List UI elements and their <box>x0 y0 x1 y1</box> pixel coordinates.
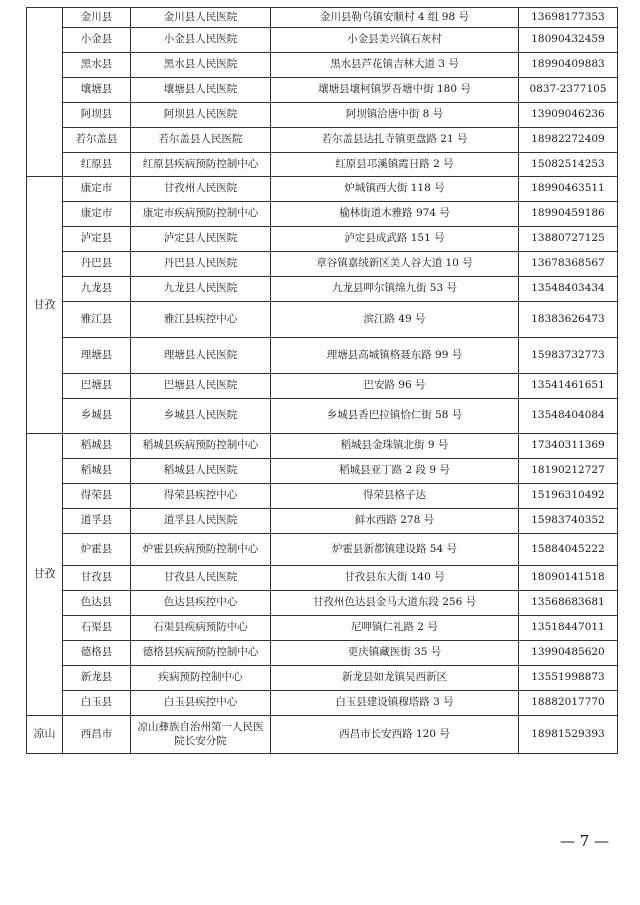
address-cell: 西昌市长安西路 120 号 <box>271 716 519 754</box>
county-cell: 壤塘县 <box>63 78 131 103</box>
address-cell: 得荣县格子达 <box>271 484 519 509</box>
table-row <box>27 8 618 28</box>
region-cell: 凉山 <box>27 716 63 754</box>
address-cell: 白玉县建设镇穆塔路 3 号 <box>271 691 519 716</box>
phone-cell: 15884045222 <box>519 534 618 566</box>
address-cell: 滨江路 49 号 <box>271 302 519 338</box>
address-cell: 榆林街道木雅路 974 号 <box>271 202 519 227</box>
table-row <box>27 103 618 128</box>
region-cell: 甘孜 <box>27 177 63 434</box>
address-cell: 金川县勒乌镇安顺村 4 组 98 号 <box>271 8 519 28</box>
hospital-cell: 理塘县人民医院 <box>131 338 271 374</box>
table-row <box>27 153 618 177</box>
county-cell: 稻城县 <box>63 434 131 459</box>
county-cell: 泸定县 <box>63 227 131 252</box>
phone-cell: 13548404084 <box>519 399 618 434</box>
table-row <box>27 399 618 434</box>
county-cell: 雅江县 <box>63 302 131 338</box>
phone-cell: 13551998873 <box>519 666 618 691</box>
county-cell: 乡城县 <box>63 399 131 434</box>
hospital-cell: 炉霍县疾病预防控制中心 <box>131 534 271 566</box>
phone-cell: 13909046236 <box>519 103 618 128</box>
phone-cell: 13548403434 <box>519 277 618 302</box>
phone-cell: 18990459186 <box>519 202 618 227</box>
hospital-cell: 道孚县人民医院 <box>131 509 271 534</box>
table-row <box>27 534 618 566</box>
phone-cell: 15983740352 <box>519 509 618 534</box>
address-cell: 若尔盖县达扎寺镇更盘路 21 号 <box>271 128 519 153</box>
table-row <box>27 227 618 252</box>
address-cell: 炉霍县新都镇建设路 54 号 <box>271 534 519 566</box>
county-cell: 西昌市 <box>63 716 131 754</box>
address-cell: 小金县美兴镇石灰村 <box>271 28 519 53</box>
table-row <box>27 641 618 666</box>
hospital-cell: 疾病预防控制中心 <box>131 666 271 691</box>
address-cell: 泸定县成武路 151 号 <box>271 227 519 252</box>
phone-cell: 18190212727 <box>519 459 618 484</box>
table-row <box>27 28 618 53</box>
address-cell: 理塘县高城镇格聂东路 99 号 <box>271 338 519 374</box>
county-cell: 白玉县 <box>63 691 131 716</box>
hospital-cell: 稻城县人民医院 <box>131 459 271 484</box>
county-cell: 石渠县 <box>63 616 131 641</box>
hospital-cell: 九龙县人民医院 <box>131 277 271 302</box>
table-row <box>27 302 618 338</box>
phone-cell: 18990409883 <box>519 53 618 78</box>
phone-cell: 17340311369 <box>519 434 618 459</box>
table-row <box>27 277 618 302</box>
phone-cell: 18090141518 <box>519 566 618 591</box>
table-row <box>27 202 618 227</box>
phone-cell: 15196310492 <box>519 484 618 509</box>
table-row <box>27 666 618 691</box>
county-cell: 炉霍县 <box>63 534 131 566</box>
address-cell: 壤塘县壤柯镇罗吾塘中街 180 号 <box>271 78 519 103</box>
address-cell: 甘孜县东大街 140 号 <box>271 566 519 591</box>
table-row <box>27 78 618 103</box>
hospital-cell: 若尔盖县人民医院 <box>131 128 271 153</box>
hospital-cell: 得荣县疾控中心 <box>131 484 271 509</box>
hospital-cell: 红原县疾病预防控制中心 <box>131 153 271 177</box>
hospital-cell: 雅江县疾控中心 <box>131 302 271 338</box>
hospital-cell: 黑水县人民医院 <box>131 53 271 78</box>
address-cell: 尼呷镇仁礼路 2 号 <box>271 616 519 641</box>
hospital-cell: 甘孜县人民医院 <box>131 566 271 591</box>
phone-cell: 18981529393 <box>519 716 618 754</box>
address-cell: 甘孜州色达县金马大道东段 256 号 <box>271 591 519 616</box>
hospital-cell: 巴塘县人民医院 <box>131 374 271 399</box>
table-row <box>27 128 618 153</box>
region-cell <box>27 8 63 177</box>
county-cell: 道孚县 <box>63 509 131 534</box>
table-row <box>27 566 618 591</box>
phone-cell: 18383626473 <box>519 302 618 338</box>
address-cell: 稻城县金珠镇北街 9 号 <box>271 434 519 459</box>
county-cell: 理塘县 <box>63 338 131 374</box>
table-row <box>27 691 618 716</box>
address-cell: 章谷镇嘉绒新区美人谷大道 10 号 <box>271 252 519 277</box>
table-row <box>27 509 618 534</box>
region-cell: 甘孜 <box>27 434 63 716</box>
county-cell: 色达县 <box>63 591 131 616</box>
phone-cell: 13880727125 <box>519 227 618 252</box>
county-cell: 红原县 <box>63 153 131 177</box>
hospital-cell: 康定市疾病预防控制中心 <box>131 202 271 227</box>
phone-cell: 0837-2377105 <box>519 78 618 103</box>
hospital-cell: 凉山彝族自治州第一人民医院长安分院 <box>131 716 271 754</box>
phone-cell: 13990485620 <box>519 641 618 666</box>
hospital-cell: 德格县疾病预防控制中心 <box>131 641 271 666</box>
hospital-cell: 小金县人民医院 <box>131 28 271 53</box>
county-cell: 金川县 <box>63 8 131 28</box>
county-cell: 新龙县 <box>63 666 131 691</box>
phone-cell: 18882017770 <box>519 691 618 716</box>
county-cell: 小金县 <box>63 28 131 53</box>
county-cell: 康定市 <box>63 202 131 227</box>
hospital-table <box>26 7 618 754</box>
county-cell: 康定市 <box>63 177 131 202</box>
phone-cell: 15082514253 <box>519 153 618 177</box>
county-cell: 若尔盖县 <box>63 128 131 153</box>
hospital-cell: 壤塘县人民医院 <box>131 78 271 103</box>
county-cell: 甘孜县 <box>63 566 131 591</box>
phone-cell: 15983732773 <box>519 338 618 374</box>
table-row <box>27 616 618 641</box>
hospital-cell: 丹巴县人民医院 <box>131 252 271 277</box>
table-row <box>27 53 618 78</box>
address-cell: 鲜水西路 278 号 <box>271 509 519 534</box>
table-row <box>27 434 618 459</box>
phone-cell: 13518447011 <box>519 616 618 641</box>
address-cell: 新龙县如龙镇吴西新区 <box>271 666 519 691</box>
phone-cell: 13568683681 <box>519 591 618 616</box>
table-row <box>27 374 618 399</box>
county-cell: 黑水县 <box>63 53 131 78</box>
phone-cell: 13698177353 <box>519 8 618 28</box>
table-row <box>27 252 618 277</box>
address-cell: 乡城县香巴拉镇恰仁街 58 号 <box>271 399 519 434</box>
hospital-cell: 石渠县疾病预防中心 <box>131 616 271 641</box>
hospital-cell: 乡城县人民医院 <box>131 399 271 434</box>
phone-cell: 18982272409 <box>519 128 618 153</box>
county-cell: 阿坝县 <box>63 103 131 128</box>
address-cell: 更庆镇藏医街 35 号 <box>271 641 519 666</box>
table-row <box>27 591 618 616</box>
county-cell: 丹巴县 <box>63 252 131 277</box>
address-cell: 炉城镇西大街 118 号 <box>271 177 519 202</box>
table-row <box>27 716 618 754</box>
address-cell: 阿坝镇洽唐中街 8 号 <box>271 103 519 128</box>
address-cell: 巴安路 96 号 <box>271 374 519 399</box>
county-cell: 德格县 <box>63 641 131 666</box>
phone-cell: 18090432459 <box>519 28 618 53</box>
county-cell: 得荣县 <box>63 484 131 509</box>
county-cell: 九龙县 <box>63 277 131 302</box>
address-cell: 稻城县亚丁路 2 段 9 号 <box>271 459 519 484</box>
table-row <box>27 177 618 202</box>
hospital-cell: 金川县人民医院 <box>131 8 271 28</box>
phone-cell: 13541461651 <box>519 374 618 399</box>
phone-cell: 13678368567 <box>519 252 618 277</box>
hospital-cell: 稻城县疾病预防控制中心 <box>131 434 271 459</box>
table-row <box>27 338 618 374</box>
hospital-cell: 阿坝县人民医院 <box>131 103 271 128</box>
county-cell: 巴塘县 <box>63 374 131 399</box>
table-row <box>27 459 618 484</box>
hospital-cell: 甘孜州人民医院 <box>131 177 271 202</box>
hospital-cell: 色达县疾控中心 <box>131 591 271 616</box>
county-cell: 稻城县 <box>63 459 131 484</box>
page-number: — 7 — <box>560 832 610 850</box>
address-cell: 九龙县呷尔镇绵九街 53 号 <box>271 277 519 302</box>
phone-cell: 18990463511 <box>519 177 618 202</box>
hospital-cell: 白玉县疾控中心 <box>131 691 271 716</box>
address-cell: 黑水县芦花镇吉林大道 3 号 <box>271 53 519 78</box>
hospital-cell: 泸定县人民医院 <box>131 227 271 252</box>
table-row <box>27 484 618 509</box>
address-cell: 红原县邛溪镇霞日路 2 号 <box>271 153 519 177</box>
